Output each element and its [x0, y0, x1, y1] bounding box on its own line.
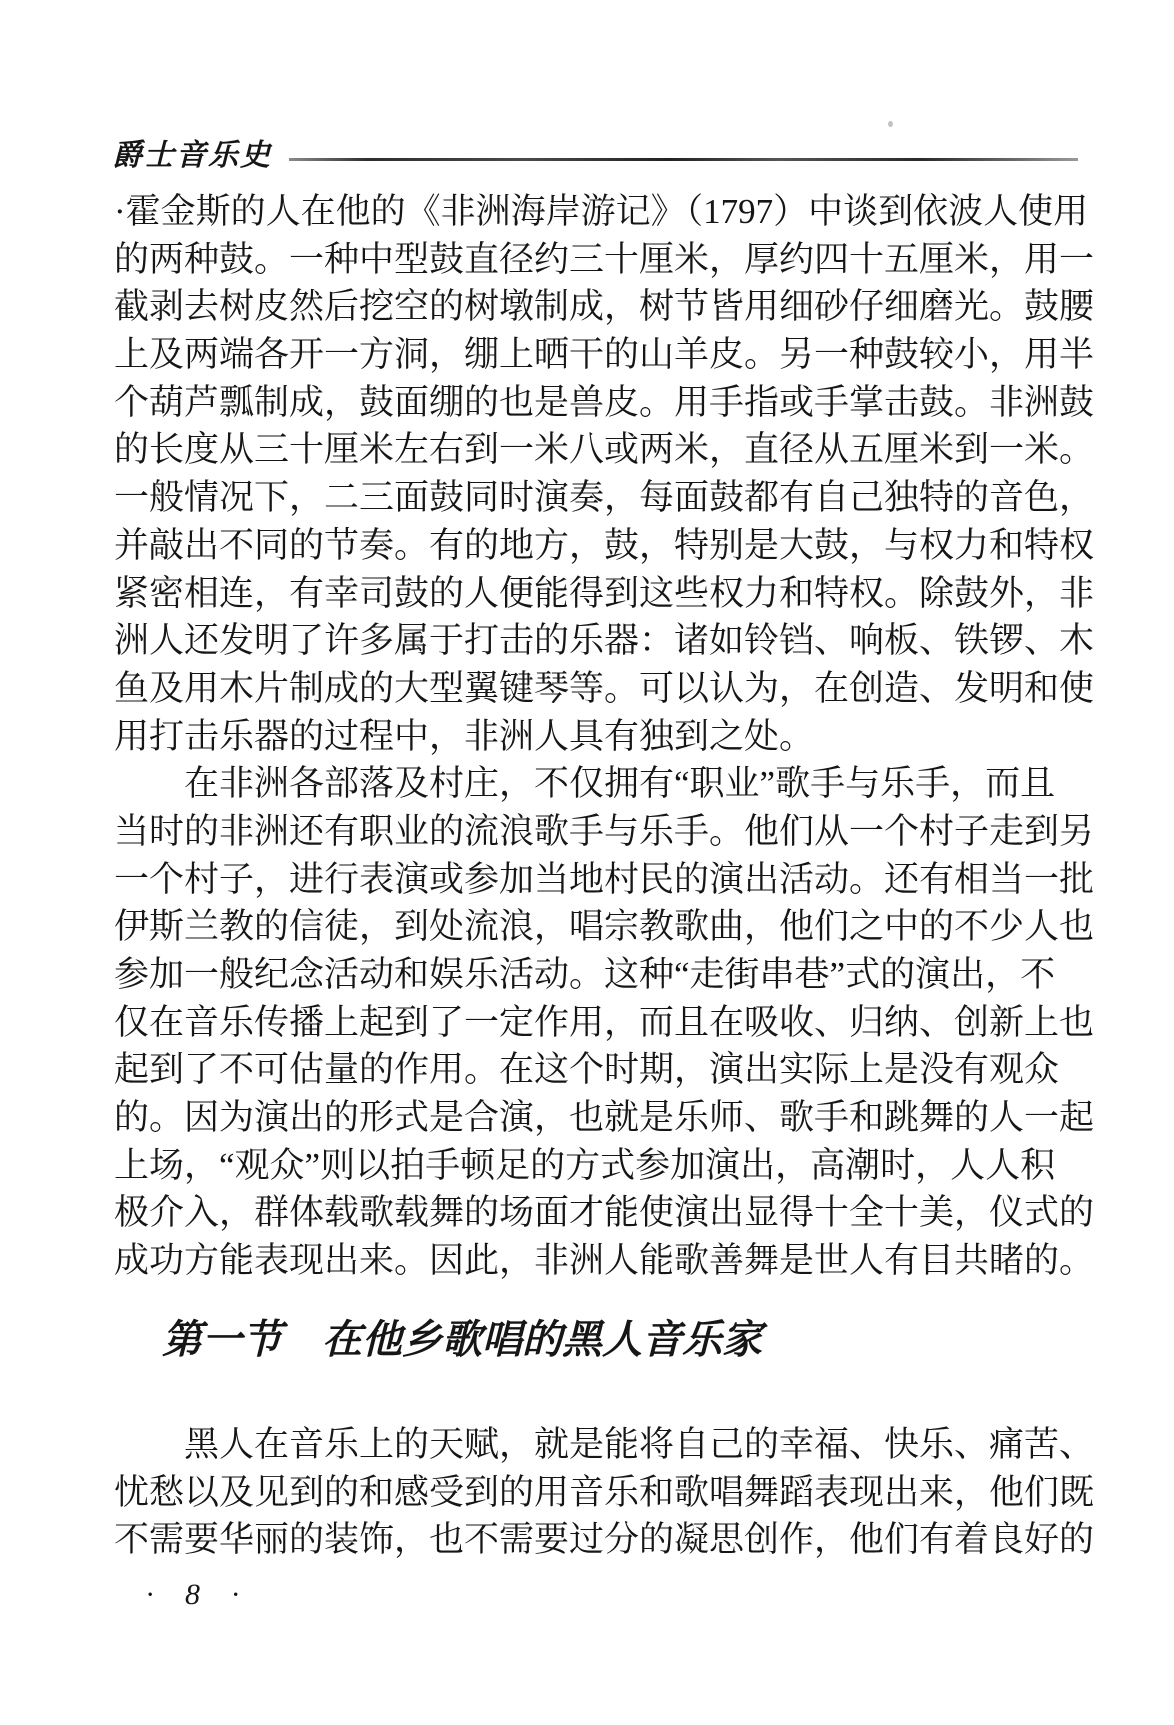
text-line: 不需要华丽的装饰，也不需要过分的凝思创作，他们有着良好的: [114, 1520, 1095, 1560]
page-number: · 8 ·: [146, 1578, 251, 1611]
main-text-column: [114, 188, 1095, 1285]
text-line: 上及两端各开一方洞，绷上晒干的山羊皮。另一种鼓较小，用半: [114, 335, 1095, 375]
text-line: 参加一般纪念活动和娱乐活动。这种“走街串巷”式的演出，不: [114, 955, 1056, 994]
scan-speck: [888, 121, 893, 127]
text-line: 上场，“观众”则以拍手顿足的方式参加演出，高潮时，人人积: [114, 1145, 1056, 1185]
text-line: 用打击乐器的过程中，非洲人具有独到之处。: [114, 716, 815, 756]
text-line: 伊斯兰教的信徒，到处流浪，唱宗教歌曲，他们之中的不少人也: [114, 907, 1095, 947]
text-line: 截剥去树皮然后挖空的树墩制成，树节皆用细砂仔细磨光。鼓腰: [114, 287, 1095, 327]
paragraph-2: [114, 760, 1095, 1285]
text-line: 当时的非洲还有职业的流浪歌手与乐手。他们从一个村子走到另: [114, 811, 1095, 851]
text-line: 黑人在音乐上的天赋，就是能将自己的幸福、快乐、痛苦、: [184, 1425, 1095, 1464]
text-line: 一般情况下，二三面鼓同时演奏，每面鼓都有自己独特的音色，: [114, 478, 1095, 518]
paragraph-1: [114, 188, 1095, 760]
text-line: 紧密相连，有幸司鼓的人便能得到这些权力和特权。除鼓外，非: [114, 573, 1095, 613]
section-title: 在他乡歌唱的黑人音乐家: [322, 1317, 762, 1362]
text-line: 一个村子，进行表演或参加当地村民的演出活动。还有相当一批: [114, 859, 1095, 899]
text-line: 成功方能表现出来。因此，非洲人能歌善舞是世人有目共睹的。: [114, 1241, 1095, 1281]
text-line: 极介入，群体载歌载舞的场面才能使演出显得十全十美，仪式的: [114, 1193, 1095, 1233]
text-line: 并敲出不同的节奏。有的地方，鼓，特别是大鼓，与权力和特权: [114, 525, 1095, 565]
text-line: 起到了不可估量的作用。在这个时期，演出实际上是没有观众: [114, 1050, 1060, 1090]
text-line: 洲人还发明了许多属于打击的乐器：诸如铃铛、响板、铁锣、木: [114, 621, 1095, 661]
text-line: 忧愁以及见到的和感受到的用音乐和歌唱舞蹈表现出来，他们既: [114, 1472, 1095, 1512]
section-heading: [162, 1308, 762, 1365]
text-line: 的。因为演出的形式是合演，也就是乐师、歌手和跳舞的人一起: [114, 1098, 1095, 1138]
section-number: 第一节: [162, 1317, 282, 1362]
text-line: 鱼及用木片制成的大型翼键琴等。可以认为，在创造、发明和使: [114, 668, 1095, 708]
text-line: 在非洲各部落及村庄，不仅拥有“职业”歌手与乐手，而且: [184, 764, 1056, 804]
text-line: ·霍金斯的人在他的《非洲海岸游记》（1797）中谈到依波人使用: [114, 192, 1089, 231]
text-line: 的两种鼓。一种中型鼓直径约三十厘米，厚约四十五厘米，用一: [114, 239, 1095, 279]
text-line: 的长度从三十厘米左右到一米八或两米，直径从五厘米到一米。: [114, 430, 1095, 470]
paragraph-3: [114, 1421, 1095, 1564]
text-line: 仅在音乐传播上起到了一定作用，而且在吸收、归纳、创新上也: [114, 1002, 1095, 1042]
header-rule: [289, 158, 1078, 161]
running-head-title: 爵士音乐史: [112, 139, 272, 172]
text-line: 个葫芦瓢制成，鼓面绷的也是兽皮。用手指或手掌击鼓。非洲鼓: [114, 382, 1095, 422]
